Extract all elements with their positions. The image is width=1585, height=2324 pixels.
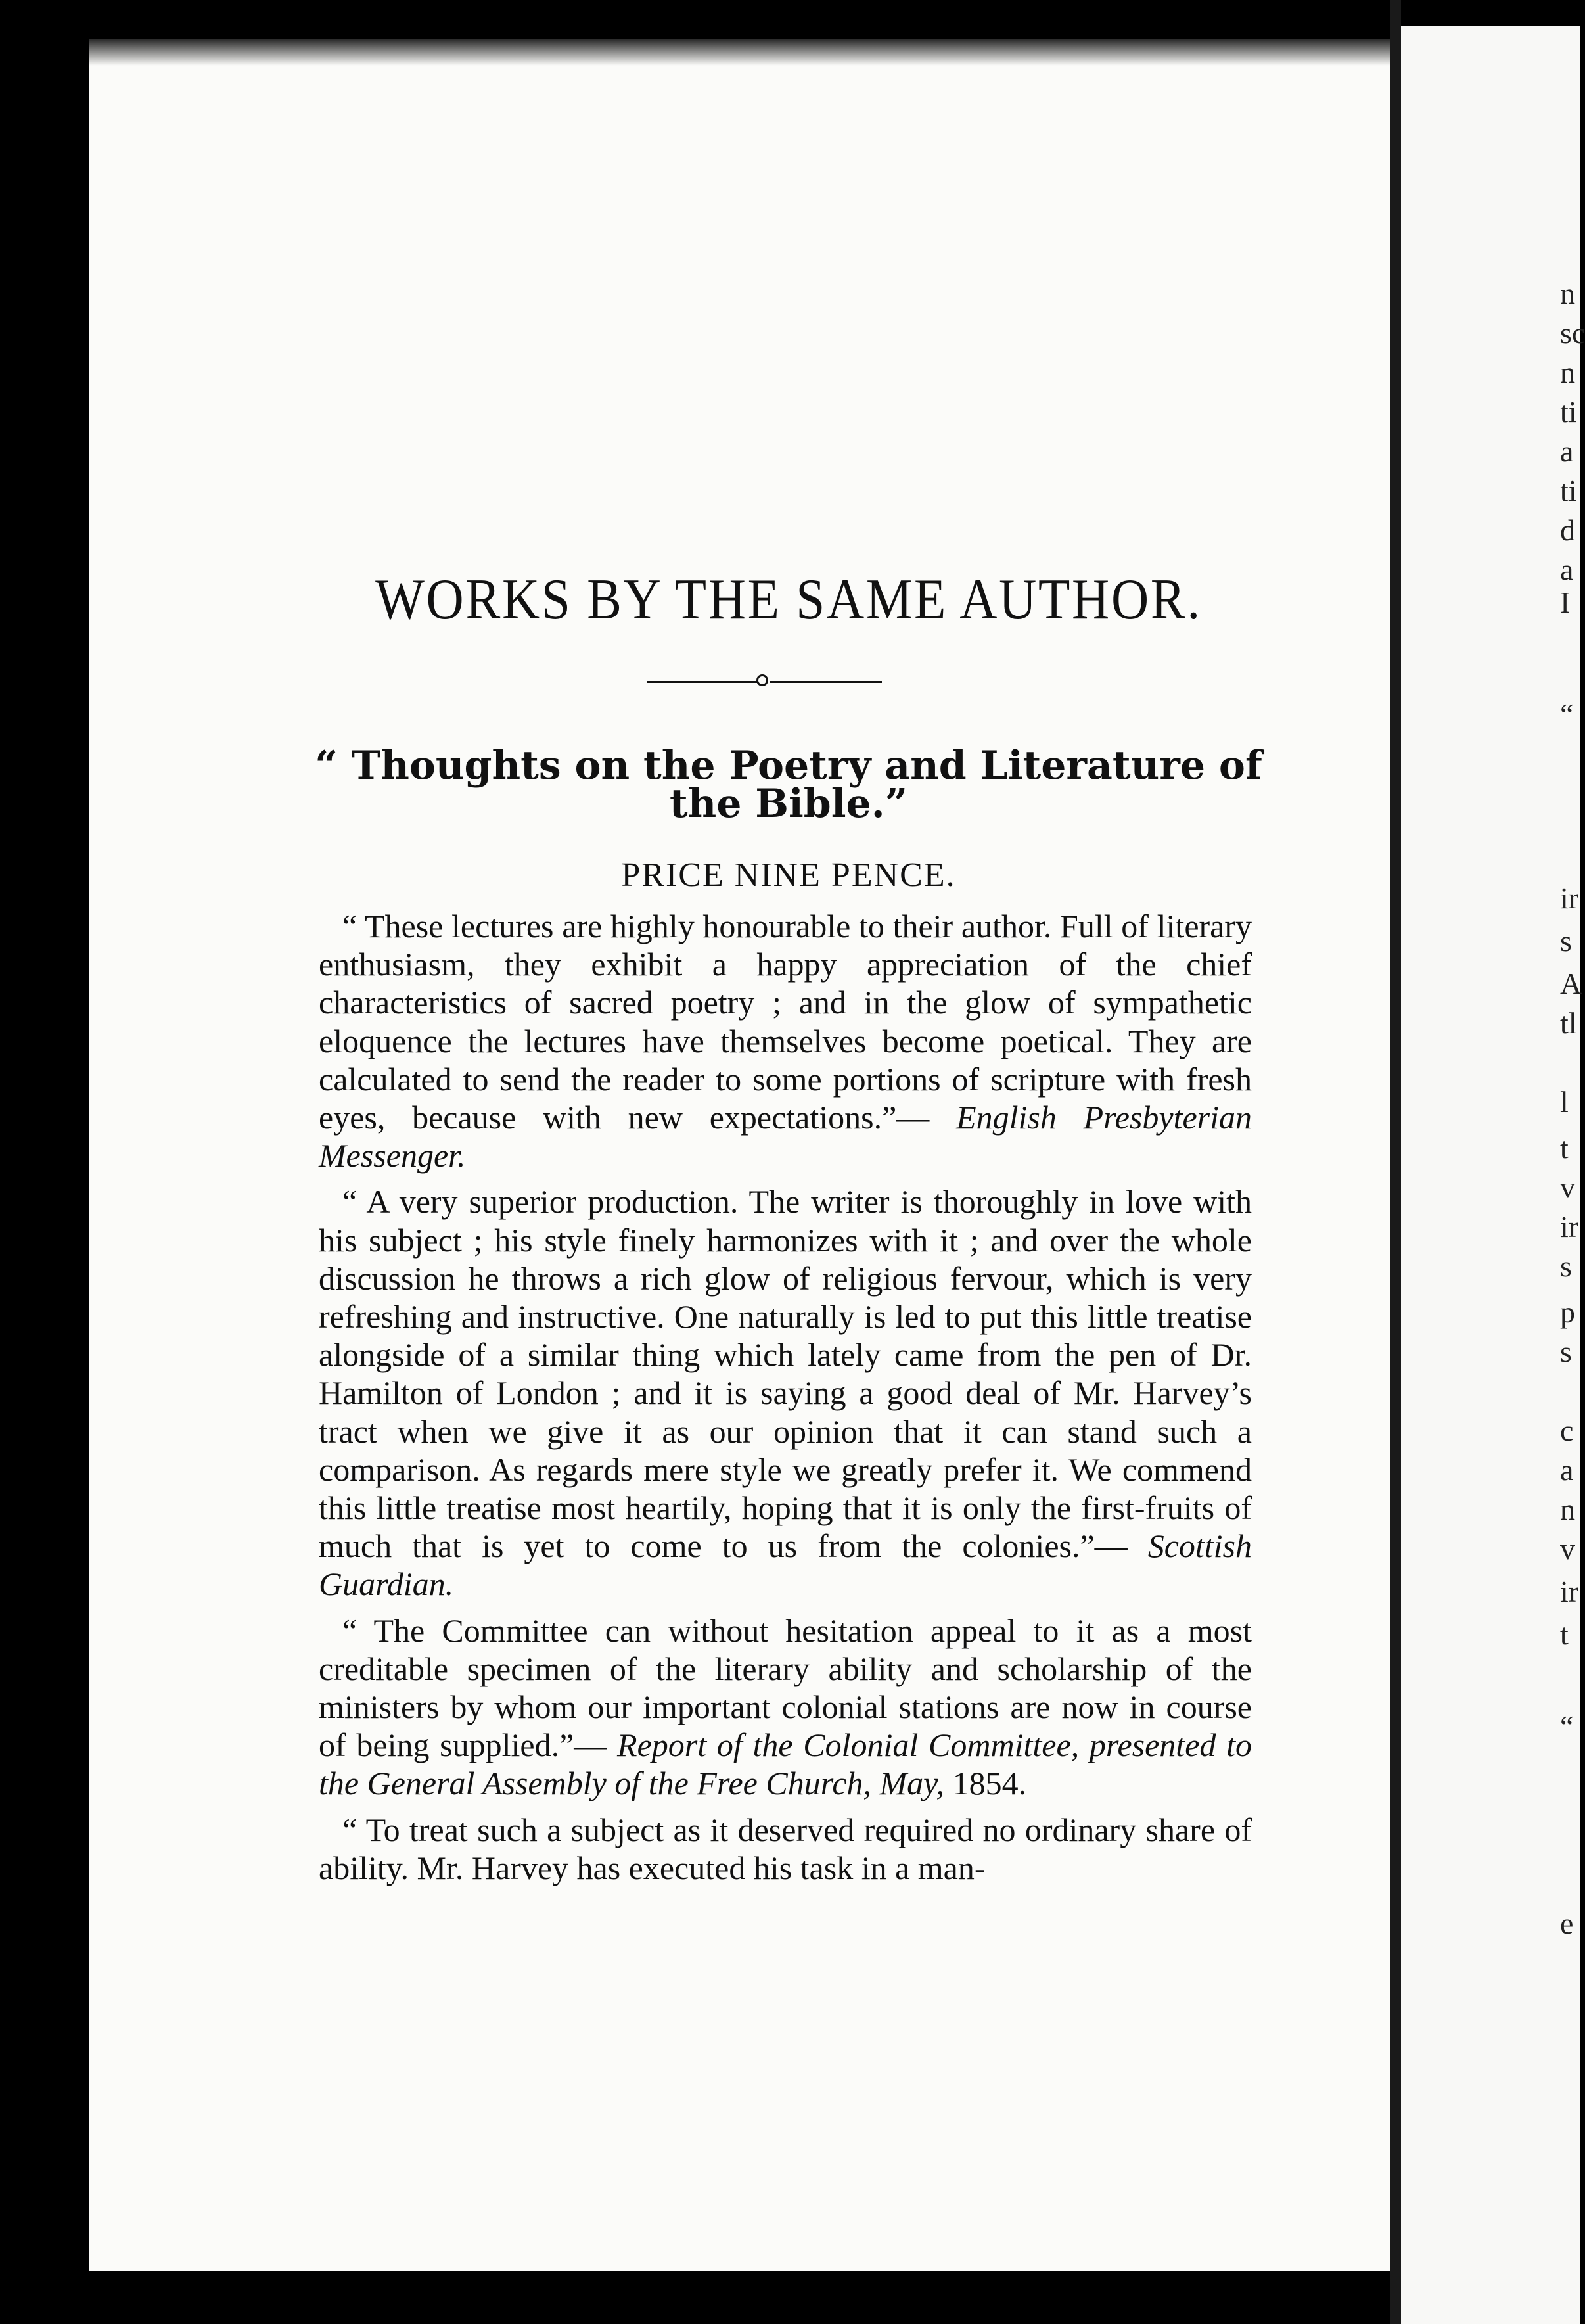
margin-letter-fragment: n	[1560, 1493, 1575, 1526]
margin-letter-fragment: t	[1560, 1131, 1569, 1165]
margin-letter-fragment: t	[1560, 1617, 1569, 1651]
margin-letter-fragment: e	[1560, 1907, 1574, 1940]
ornament-rule-left	[647, 681, 759, 683]
margin-letter-fragment: s	[1560, 1335, 1572, 1368]
margin-letter-fragment: l	[1560, 1085, 1569, 1119]
price-line: PRICE NINE PENCE.	[621, 856, 956, 894]
review-text: “ The Committee can without hesitation appeal to it as a most creditable specimen of the literary ability and scholarship of the ministers by whom our important colonial stations are now in course of being supplied.”—	[319, 1612, 1252, 1764]
margin-letter-fragment: “	[1560, 1709, 1574, 1743]
ornament-rule-right	[770, 681, 882, 683]
review-paragraph	[319, 1811, 1252, 1887]
review-text: “ A very superior production. The writer is thoroughly in love with his subject ; his style finely harmonizes with it ; and over the whole discussion he throws a rich glow of religious fervour, which is very refreshing and instructive. One naturally is led to put this little treatise alongside of a similar thing which lately came from the pen of Dr. Hamilton of London ; and it is saying a good deal of Mr. Harvey’s tract when we give it as our opinion that it can stand such a comparison. As regards mere style we greatly prefer it. We commend this little treatise most heartily, hoping that it is only the first-fruits of much that is yet to come to us from the colonies.”—	[319, 1183, 1252, 1565]
margin-letter-fragment: ti	[1560, 474, 1577, 507]
margin-letter-fragment: s	[1560, 924, 1572, 958]
margin-letter-fragment: A	[1560, 967, 1582, 1000]
margin-letter-fragment: c	[1560, 1414, 1574, 1447]
margin-letter-fragment: “	[1560, 697, 1574, 731]
margin-letter-fragment: a	[1560, 434, 1574, 468]
book-title: “ Thoughts on the Poetry and Literature of the Bible.”	[315, 743, 1262, 827]
margin-letter-fragment: ti	[1560, 395, 1577, 429]
margin-letter-fragment: d	[1560, 513, 1575, 547]
review-paragraph	[319, 1612, 1252, 1803]
margin-letter-fragment: tl	[1560, 1006, 1577, 1040]
page-top-shadow	[89, 39, 1390, 66]
margin-letter-fragment: sc	[1560, 316, 1585, 350]
margin-letter-fragment: p	[1560, 1295, 1575, 1329]
margin-letter-fragment: v	[1560, 1171, 1575, 1204]
margin-letter-fragment: a	[1560, 553, 1574, 586]
margin-letter-fragment: ir	[1560, 1210, 1579, 1243]
review-text: “ These lectures are highly honourable to their author. Full of literary enthusiasm, they exhibit a happy appreciation of the chief characteristics of sacred poetry ; and in the glow of sympathetic eloquence the lectures have themselves become poetical. They are calculated to send the reader to some portions of scripture with fresh eyes, because with new expectations.”—	[319, 908, 1252, 1136]
margin-letter-fragment: I	[1560, 586, 1571, 619]
book-gutter	[1390, 0, 1401, 2324]
margin-letter-fragment: ir	[1560, 881, 1579, 915]
right-page	[1401, 26, 1580, 2324]
review-source: Report of the Colonial Committee, presented to the General Assembly of the Free Church, May,	[319, 1727, 1252, 1802]
margin-letter-fragment: s	[1560, 1249, 1572, 1283]
page-heading: WORKS BY THE SAME AUTHOR.	[375, 568, 1202, 632]
review-year: 1854.	[944, 1765, 1027, 1802]
review-paragraph	[319, 907, 1252, 1174]
review-source: Scottish Guardian.	[319, 1527, 1252, 1603]
review-text: “ To treat such a subject as it deserved required no ordinary share of ability. Mr. Harvey has executed his task in a man-	[319, 1811, 1252, 1886]
margin-letter-fragment: n	[1560, 356, 1575, 389]
margin-letter-fragment: n	[1560, 277, 1575, 310]
reviews-block	[319, 907, 1252, 1895]
margin-letter-fragment: a	[1560, 1453, 1574, 1487]
margin-letter-fragment: v	[1560, 1532, 1575, 1566]
review-source: English Presbyterian Messenger.	[319, 1099, 1252, 1174]
margin-letter-fragment: ir	[1560, 1575, 1579, 1608]
ornament-circle	[756, 674, 768, 686]
review-paragraph	[319, 1182, 1252, 1603]
